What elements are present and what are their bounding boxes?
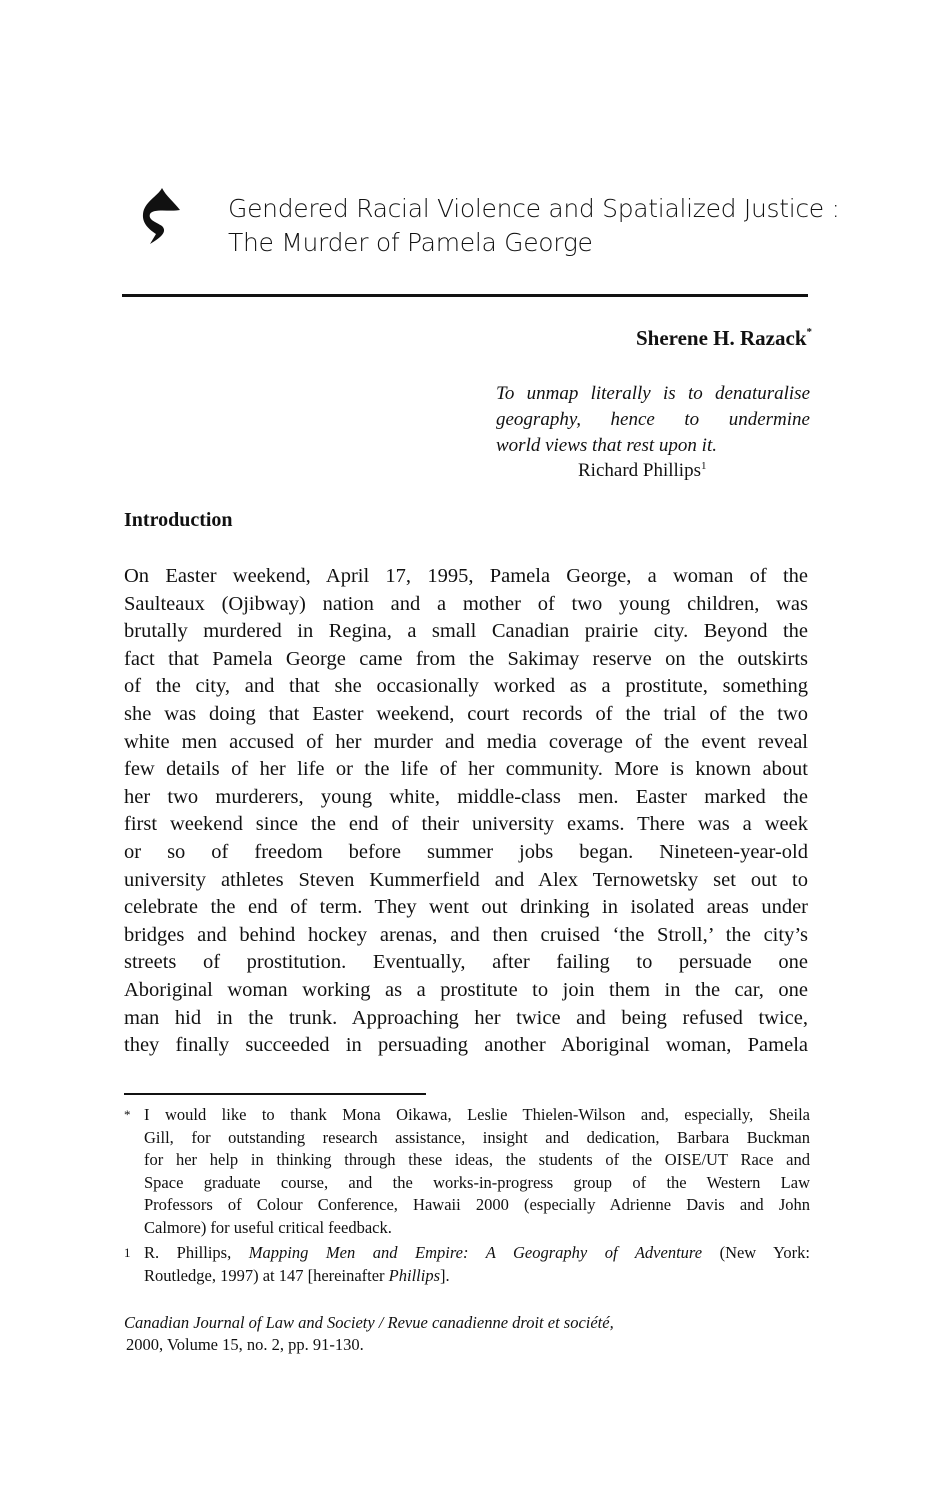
footnotes <box>124 1104 810 1290</box>
body-line: her two murderers, young white, middle-class men. Easter marked the <box>124 785 808 808</box>
body-line: they finally succeeded in persuading another Aboriginal woman, Pamela <box>124 1034 808 1057</box>
footnote-line: Gill, for outstanding research assistance, insight and dedication, Barbara Buckman <box>144 1127 810 1147</box>
body-line: brutally murdered in Regina, a small Canadian prairie city. Beyond the <box>124 620 808 643</box>
body-line: or so of freedom before summer jobs began. Nineteen-year-old <box>124 840 808 863</box>
footnote-1 <box>124 1242 810 1287</box>
title-divider <box>122 294 808 297</box>
journal-citation <box>124 1312 614 1356</box>
body-line: bridges and behind hockey arenas, and then cruised ‘the Stroll,’ the city’s <box>124 923 808 946</box>
title-line-1: Gendered Racial Violence and Spatialized Justice : <box>228 194 840 223</box>
journal-swirl-logo-icon <box>140 186 184 246</box>
body-line: Aboriginal woman working as a prostitute to join them in the car, one <box>124 978 808 1001</box>
footnote-line: I would like to thank Mona Oikawa, Leslie Thielen-Wilson and, especially, Sheila <box>144 1105 810 1124</box>
author-footnote-mark[interactable]: * <box>806 326 812 338</box>
epigraph-line: world views that rest upon it. <box>496 435 717 456</box>
body-line: fact that Pamela George came from the Sakimay reserve on the outskirts <box>124 647 808 670</box>
citation-end: ]. <box>440 1265 450 1285</box>
body-line: white men accused of her murder and media coverage of the event reveal <box>124 730 808 753</box>
citation-details: Routledge, 1997) at 147 [hereinafter <box>144 1265 389 1285</box>
body-line: university athletes Steven Kummerfield and Alex Ternowetsky set out to <box>124 868 808 891</box>
journal-details: 2000, Volume 15, no. 2, pp. 91-130. <box>126 1335 364 1354</box>
section-heading: Introduction <box>124 509 233 531</box>
epigraph-line: geography, hence to undermine <box>496 409 810 430</box>
body-line: of the city, and that she occasionally worked as a prostitute, something <box>124 675 808 698</box>
footnote-mark: 1 <box>124 1245 131 1260</box>
citation-short-title: Phillips <box>388 1265 441 1285</box>
body-line: Saulteaux (Ojibway) nation and a mother of two young children, was <box>124 592 808 615</box>
footnote-star <box>124 1104 810 1239</box>
body-line: man hid in the trunk. Approaching her twice and being refused twice, <box>124 1006 808 1029</box>
citation-author: R. Phillips, <box>144 1243 249 1262</box>
title-line-2: The Murder of Pamela George <box>228 228 593 257</box>
body-line: celebrate the end of term. They went out drinking in isolated areas under <box>124 896 808 919</box>
body-line: streets of prostitution. Eventually, after failing to persuade one <box>124 951 808 974</box>
body-line: few details of her life or the life of her community. More is known about <box>124 758 808 781</box>
author-name <box>636 326 812 351</box>
epigraph <box>496 381 810 459</box>
epigraph-line: To unmap literally is to denaturalise <box>496 383 810 404</box>
journal-name: Canadian Journal of Law and Society / Revue canadienne droit et société, <box>124 1313 614 1332</box>
body-line: On Easter weekend, April 17, 1995, Pamela George, a woman of the <box>124 565 808 587</box>
body-line: first weekend since the end of their university exams. There was a week <box>124 813 808 836</box>
footnote-line: Space graduate course, and the works-in-progress group of the Western Law <box>144 1172 810 1192</box>
body-line: she was doing that Easter weekend, court records of the trial of the two <box>124 702 808 725</box>
author-text: Sherene H. Razack <box>635 326 807 350</box>
footnote-line: for her help in thinking through these ideas, the students of the OISE/UT Race and <box>144 1150 810 1169</box>
body-paragraph <box>124 563 808 1060</box>
epigraph-attribution <box>578 460 706 482</box>
citation-publisher: (New York: <box>702 1243 810 1262</box>
footnote-mark: * <box>124 1107 131 1122</box>
epigraph-author: Richard Phillips <box>578 460 701 481</box>
footnote-divider <box>124 1093 426 1095</box>
footnote-line: Professors of Colour Conference, Hawaii 2000 (especially Adrienne Davis and John <box>144 1195 810 1214</box>
citation-book-title: Mapping Men and Empire: A Geography of Adventure <box>248 1243 703 1262</box>
epigraph-footnote-mark[interactable]: 1 <box>700 460 707 472</box>
article-title <box>228 192 840 260</box>
footnote-line: Calmore) for useful critical feedback. <box>144 1217 392 1237</box>
footnote-line <box>144 1242 810 1265</box>
footnote-line <box>144 1265 810 1288</box>
